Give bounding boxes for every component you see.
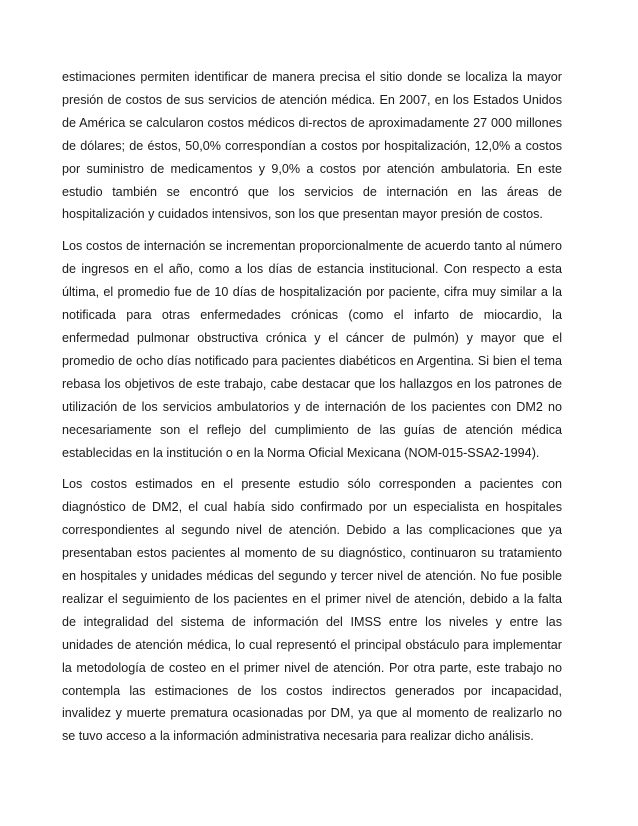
document-page xyxy=(62,66,562,748)
paragraph-3: Los costos estimados en el presente estudio sólo corresponden a pacientes con diagnóstico de DM2, el cual había sido confirmado por un especialista en hospitales correspondientes al segundo nivel de atención. Debido a las complicaciones que ya presentaban estos pacientes al momento de su diagnóstico, continuaron su tratamiento en hospitales y unidades médicas del segundo y tercer nivel de atención. No fue posible realizar el seguimiento de los pacientes en el primer nivel de atención, debido a la falta de integralidad del sistema de información del IMSS entre los niveles y entre las unidades de atención médica, lo cual representó el principal obstáculo para implementar la metodología de costeo en el primer nivel de atención. Por otra parte, este trabajo no contempla las estimaciones de los costos indirectos generados por incapacidad, invalidez y muerte prematura ocasionadas por DM, ya que al momento de realizarlo no se tuvo acceso a la información administrativa necesaria para realizar dicho análisis. xyxy=(62,477,562,744)
paragraph-1: estimaciones permiten identificar de manera precisa el sitio donde se localiza la mayor presión de costos de sus servicios de atención médica. En 2007, en los Estados Unidos de América se calcularon costos médicos di-rectos de aproximadamente 27 000 millones de dólares; de éstos, 50,0% correspondían a costos por hospitalización, 12,0% a costos por suministro de medicamentos y 9,0% a costos por atención ambulatoria. En este estudio también se encontró que los servicios de internación en las áreas de hospitalización y cuidados intensivos, son los que presentan mayor presión de costos. xyxy=(62,70,562,222)
paragraph-2: Los costos de internación se incrementan proporcionalmente de acuerdo tanto al número de ingresos en el año, como a los días de estancia institucional. Con respecto a esta última, el promedio fue de 10 días de hospitalización por paciente, cifra muy similar a la notificada para otras enfermedades crónicas (como el infarto de miocardio, la enfermedad pulmonar obstructiva crónica y el cáncer de pulmón) y mayor que el promedio de ocho días notificado para pacientes diabéticos en Argentina. Si bien el tema rebasa los objetivos de este trabajo, cabe destacar que los hallazgos en los patrones de utilización de los servicios ambulatorios y de internación de los pacientes con DM2 no necesariamente son el reflejo del cumplimiento de las guías de atención médica establecidas en la institución o en la Norma Oficial Mexicana (NOM-015-SSA2-1994). xyxy=(62,239,562,460)
